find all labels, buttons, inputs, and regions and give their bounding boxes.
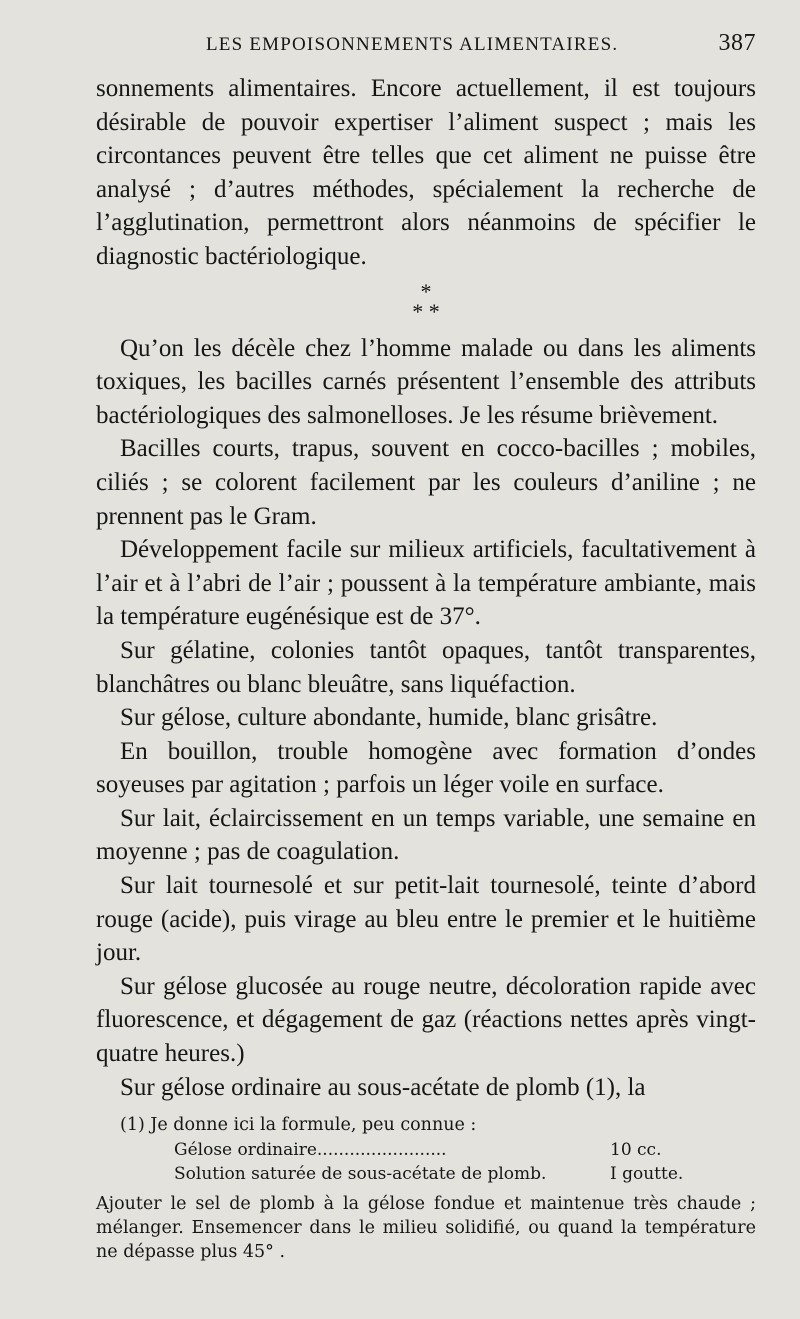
formula-ingredient: Solution saturée de sous-acétate de plomb. [174,1164,547,1185]
paragraph: Qu’on les décèle chez l’homme malade ou dans les aliments toxiques, les bacilles carnés présentent l’ensemble des attributs bactériologiques des salmonelloses. Je les résume brièvement. [96,334,756,429]
paragraph: Sur gélatine, colonies tantôt opaques, tantôt transparentes, blanchâtres ou blanc bleuâtre, sans liquéfaction. [96,636,756,698]
running-title: LES EMPOISONNEMENTS ALIMENTAIRES. [206,34,619,55]
paragraph: Sur gélose ordinaire au sous-acétate de plomb (1), la [120,1073,646,1101]
formula-row [96,1162,756,1186]
separator-top-star: * [420,278,432,304]
footnote-instructions: Ajouter le sel de plomb à la gélose fondue et maintenue très chaude ; mélanger. Ensemencer dans le milieu solidifié, ou quand la température ne dépasse plus 45° . [96,1194,756,1263]
formula-row [96,1138,756,1162]
formula-quantity: I goutte. [610,1164,684,1185]
section-separator [96,274,756,332]
paragraph: Développement facile sur milieux artificiels, facultativement à l’air et à l’abri de l’air ; poussent à la température ambiante, mais la température eugénésique est de 37°. [96,536,756,631]
main-text [96,72,756,1104]
paragraph: Sur gélose glucosée au rouge neutre, décoloration rapide avec fluorescence, et dégagement de gaz (réactions nettes après vingt-quatre heures.) [96,972,756,1068]
paragraph: Sur lait, éclaircissement en un temps variable, une semaine en moyenne ; pas de coagulation. [96,804,756,866]
paragraph: En bouillon, trouble homogène avec formation d’ondes soyeuses par agitation ; parfois un léger voile en surface. [96,737,756,799]
formula-quantity: 10 cc. [610,1140,662,1161]
paragraph: Bacilles courts, trapus, souvent en cocco-bacilles ; mobiles, ciliés ; se colorent facilement par les couleurs d’aniline ; ne prennent pas le Gram. [96,435,756,530]
running-header [96,30,756,64]
paragraph: Sur gélose, culture abondante, humide, blanc grisâtre. [120,704,658,732]
footnote [96,1112,756,1264]
paragraph-continuation: sonnements alimentaires. Encore actuellement, il est toujours désirable de pouvoir expertiser l’aliment suspect ; mais les circontances peuvent être telles que cet aliment ne puisse être analysé ; d’autres méthodes, spécialement la recherche de l’agglutination, permettront alors néanmoins de spécifier le diagnostic bactériologique. [96,75,756,270]
formula-ingredient: Gélose ordinaire........................ [174,1140,447,1161]
footnote-intro: (1) Je donne ici la formule, peu connue : [120,1115,477,1136]
separator-bottom-stars: * * [412,298,440,324]
paragraph: Sur lait tournesolé et sur petit-lait tournesolé, teinte d’abord rouge (acide), puis virage au bleu entre le premier et le huitième jour. [96,872,756,967]
page-number: 387 [718,30,756,56]
